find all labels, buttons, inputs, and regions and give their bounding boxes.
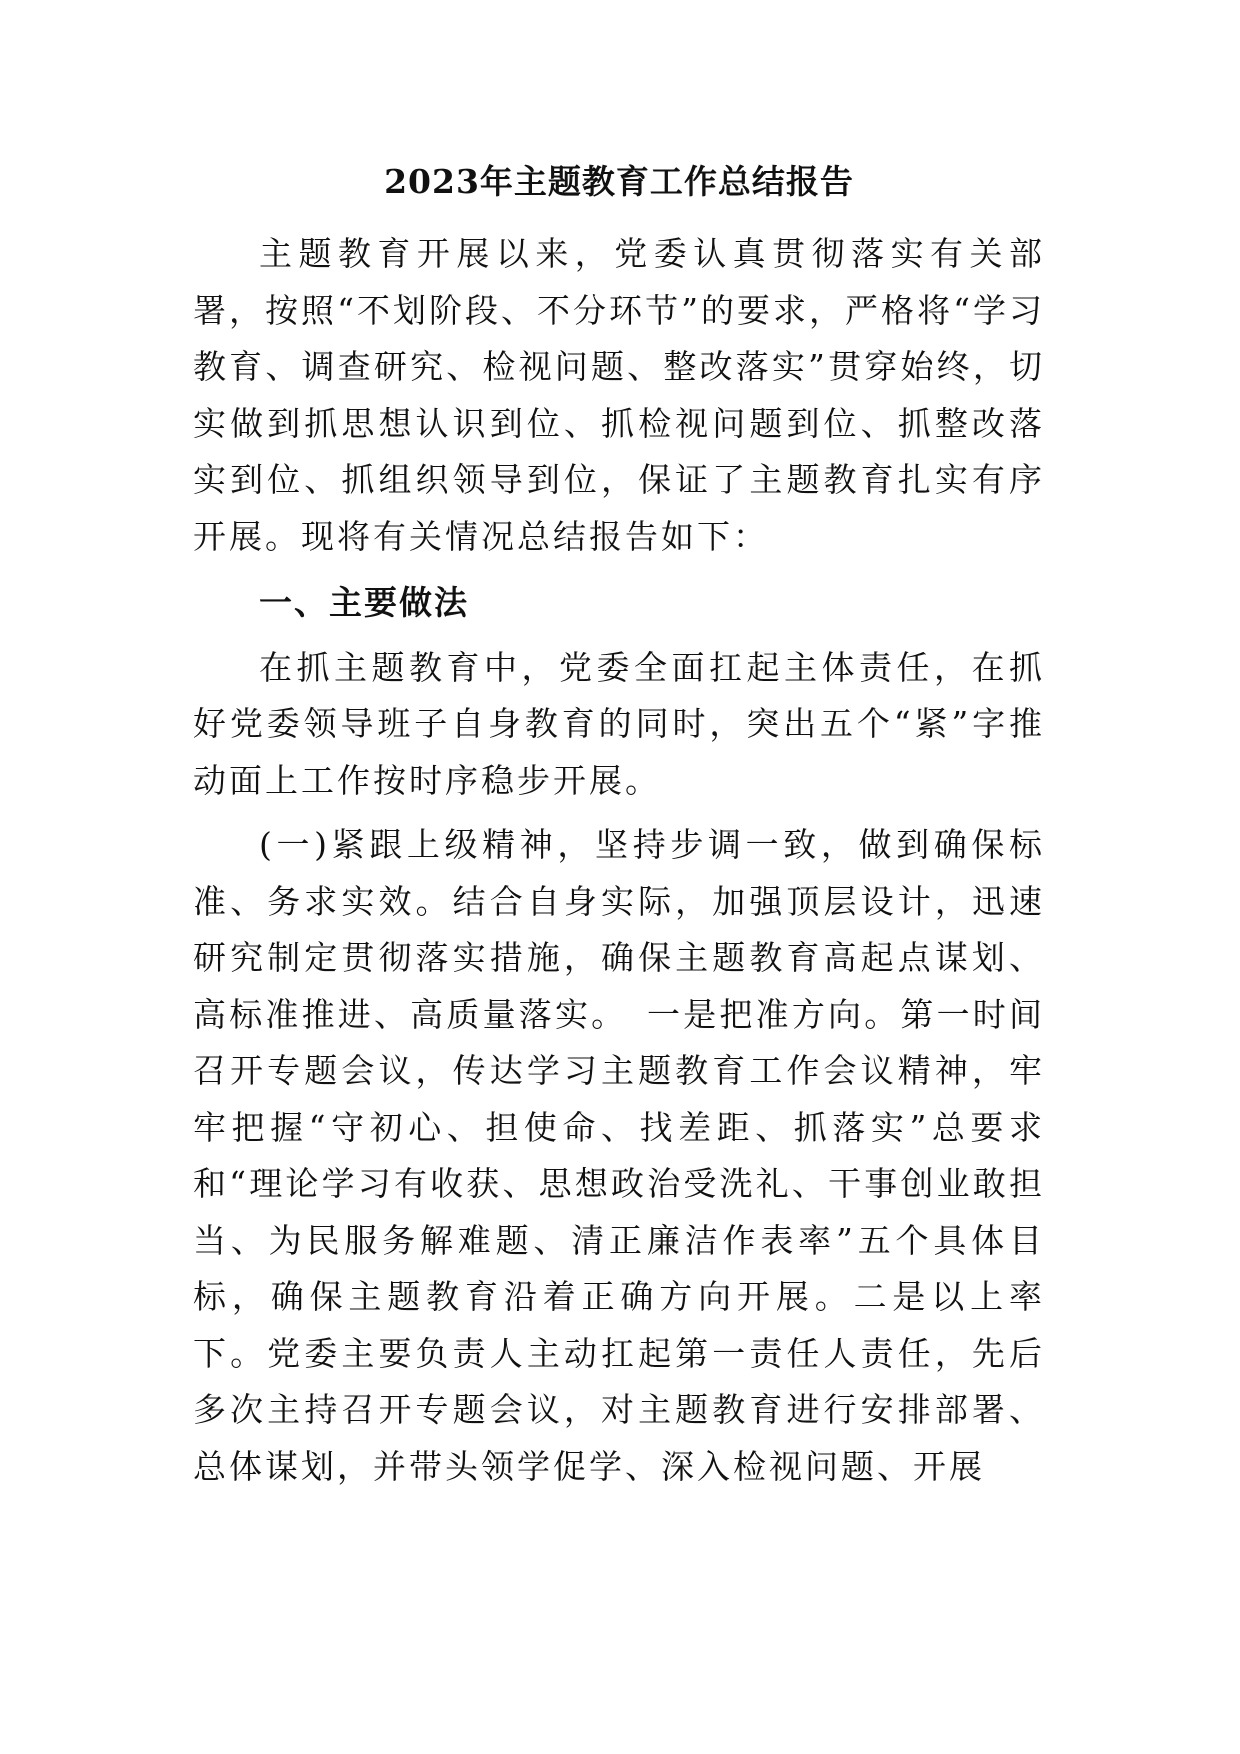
document-body — [193, 152, 1045, 1495]
item-one-paragraph: (一)紧跟上级精神，坚持步调一致，做到确保标准、务求实效。结合自身实际，加强顶层设计，迅速研究制定贯彻落实措施，确保主题教育高起点谋划、高标准推进、高质量落实。 一是把准方向。第一时间召开专题会议，传达学习主题教育工作会议精神，牢牢把握“守初心、担使命、找差距、抓落实”总要求和“理论学习有收获、思想政治受洗礼、干事创业敢担当、为民服务解难题、清正廉洁作表率”五个具体目标，确保主题教育沿着正确方向开展。二是以上率下。党委主要负责人主动扛起第一责任人责任，先后多次主持召开专题会议，对主题教育进行安排部署、总体谋划，并带头领学促学、深入检视问题、开展 — [193, 825, 1045, 1486]
intro-paragraph: 主题教育开展以来，党委认真贯彻落实有关部署，按照“不划阶段、不分环节”的要求，严格将“学习教育、调查研究、检视问题、整改落实”贯穿始终，切实做到抓思想认识到位、抓检视问题到位、抓整改落实到位、抓组织领导到位，保证了主题教育扎实有序开展。现将有关情况总结报告如下： — [193, 234, 1045, 556]
section-heading-main-practices: 一、主要做法 — [259, 583, 469, 622]
document-title: 2023年主题教育工作总结报告 — [384, 162, 854, 201]
section-intro-paragraph: 在抓主题教育中，党委全面扛起主体责任，在抓好党委领导班子自身教育的同时，突出五个“紧”字推动面上工作按时序稳步开展。 — [193, 647, 1045, 800]
